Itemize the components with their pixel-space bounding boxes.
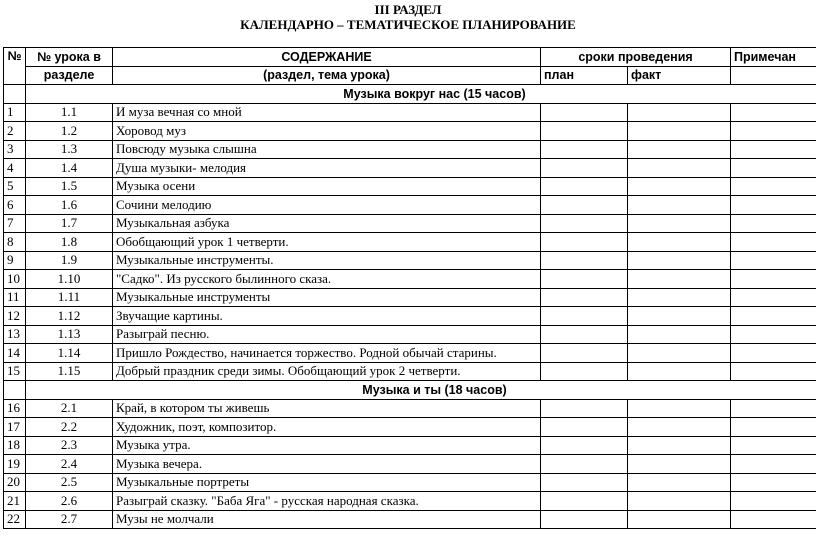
table-row <box>4 214 816 233</box>
lesson-number: 1.6 <box>26 196 113 215</box>
lesson-topic: Музыкальная азбука <box>113 214 541 233</box>
lesson-topic: И муза вечная со мной <box>113 103 541 122</box>
lesson-topic: Музыкальные инструменты. <box>113 251 541 270</box>
section-row <box>4 381 816 400</box>
plan-date-cell <box>541 159 628 178</box>
table-header-row <box>4 48 816 67</box>
fact-date-cell <box>628 307 731 326</box>
plan-date-cell <box>541 492 628 511</box>
fact-date-cell <box>628 251 731 270</box>
section-title: Музыка вокруг нас (15 часов) <box>26 85 816 104</box>
row-number: 9 <box>4 251 26 270</box>
table-subheader-row <box>4 66 816 85</box>
fact-date-cell <box>628 177 731 196</box>
table-row <box>4 177 816 196</box>
fact-date-cell <box>628 418 731 437</box>
fact-date-cell <box>628 492 731 511</box>
planning-table <box>3 47 816 529</box>
lesson-topic: Музыка вечера. <box>113 455 541 474</box>
lesson-number: 1.11 <box>26 288 113 307</box>
notes-cell <box>731 122 816 141</box>
plan-date-cell <box>541 344 628 363</box>
lesson-number: 1.10 <box>26 270 113 289</box>
row-number: 8 <box>4 233 26 252</box>
table-row <box>4 196 816 215</box>
header-fact: факт <box>628 66 731 85</box>
page-title: КАЛЕНДАРНО – ТЕМАТИЧЕСКОЕ ПЛАНИРОВАНИЕ <box>240 17 576 32</box>
fact-date-cell <box>628 122 731 141</box>
row-number: 7 <box>4 214 26 233</box>
plan-date-cell <box>541 233 628 252</box>
notes-cell <box>731 159 816 178</box>
row-number: 13 <box>4 325 26 344</box>
header-notes-empty <box>731 66 816 85</box>
lesson-topic: Сочини мелодию <box>113 196 541 215</box>
table-row <box>4 288 816 307</box>
fact-date-cell <box>628 362 731 381</box>
table-row <box>4 436 816 455</box>
lesson-topic: Хоровод муз <box>113 122 541 141</box>
table-row <box>4 455 816 474</box>
section-row-spacer <box>4 85 26 104</box>
plan-date-cell <box>541 251 628 270</box>
plan-date-cell <box>541 177 628 196</box>
lesson-number: 2.5 <box>26 473 113 492</box>
notes-cell <box>731 510 816 529</box>
notes-cell <box>731 492 816 511</box>
plan-date-cell <box>541 288 628 307</box>
table-row <box>4 140 816 159</box>
table-row <box>4 307 816 326</box>
row-number: 21 <box>4 492 26 511</box>
lesson-topic: "Садко". Из русского былинного сказа. <box>113 270 541 289</box>
plan-date-cell <box>541 103 628 122</box>
lesson-number: 1.14 <box>26 344 113 363</box>
header-plan: план <box>541 66 628 85</box>
row-number: 10 <box>4 270 26 289</box>
notes-cell <box>731 455 816 474</box>
row-number: 19 <box>4 455 26 474</box>
lesson-number: 1.4 <box>26 159 113 178</box>
plan-date-cell <box>541 510 628 529</box>
plan-date-cell <box>541 140 628 159</box>
table-row <box>4 103 816 122</box>
section-row-spacer <box>4 381 26 400</box>
lesson-topic: Разыграй сказку. "Баба Яга" - русская народная сказка. <box>113 492 541 511</box>
lesson-topic: Пришло Рождество, начинается торжество. Родной обычай старины. <box>113 344 541 363</box>
lesson-topic: Музыка утра. <box>113 436 541 455</box>
lesson-number: 1.3 <box>26 140 113 159</box>
notes-cell <box>731 325 816 344</box>
fact-date-cell <box>628 510 731 529</box>
lesson-topic: Повсюду музыка слышна <box>113 140 541 159</box>
fact-date-cell <box>628 270 731 289</box>
row-number: 22 <box>4 510 26 529</box>
fact-date-cell <box>628 473 731 492</box>
header-lesson-line2: разделе <box>26 66 113 85</box>
lesson-number: 1.2 <box>26 122 113 141</box>
lesson-number: 1.8 <box>26 233 113 252</box>
lesson-number: 1.1 <box>26 103 113 122</box>
lesson-number: 2.4 <box>26 455 113 474</box>
table-body <box>4 85 816 529</box>
table-row <box>4 159 816 178</box>
header-number: № <box>4 48 26 85</box>
fact-date-cell <box>628 233 731 252</box>
fact-date-cell <box>628 399 731 418</box>
notes-cell <box>731 140 816 159</box>
section-heading: III РАЗДЕЛ <box>374 2 442 17</box>
header-content-line1: СОДЕРЖАНИЕ <box>113 48 541 67</box>
table-row <box>4 510 816 529</box>
row-number: 3 <box>4 140 26 159</box>
notes-cell <box>731 103 816 122</box>
plan-date-cell <box>541 325 628 344</box>
row-number: 18 <box>4 436 26 455</box>
row-number: 15 <box>4 362 26 381</box>
notes-cell <box>731 473 816 492</box>
fact-date-cell <box>628 436 731 455</box>
lesson-topic: Разыграй песню. <box>113 325 541 344</box>
section-title: Музыка и ты (18 часов) <box>26 381 816 400</box>
plan-date-cell <box>541 270 628 289</box>
notes-cell <box>731 344 816 363</box>
lesson-topic: Душа музыки- мелодия <box>113 159 541 178</box>
notes-cell <box>731 196 816 215</box>
fact-date-cell <box>628 455 731 474</box>
plan-date-cell <box>541 399 628 418</box>
table-row <box>4 473 816 492</box>
lesson-number: 1.12 <box>26 307 113 326</box>
table-row <box>4 325 816 344</box>
lesson-number: 1.9 <box>26 251 113 270</box>
plan-date-cell <box>541 307 628 326</box>
row-number: 16 <box>4 399 26 418</box>
notes-cell <box>731 418 816 437</box>
table-row <box>4 122 816 141</box>
table-row <box>4 233 816 252</box>
fact-date-cell <box>628 325 731 344</box>
header-dates: сроки проведения <box>541 48 731 67</box>
lesson-topic: Край, в котором ты живешь <box>113 399 541 418</box>
notes-cell <box>731 436 816 455</box>
lesson-number: 2.1 <box>26 399 113 418</box>
header-content-line2: (раздел, тема урока) <box>113 66 541 85</box>
lesson-topic: Звучащие картины. <box>113 307 541 326</box>
row-number: 12 <box>4 307 26 326</box>
lesson-number: 2.7 <box>26 510 113 529</box>
plan-date-cell <box>541 473 628 492</box>
row-number: 2 <box>4 122 26 141</box>
fact-date-cell <box>628 214 731 233</box>
notes-cell <box>731 233 816 252</box>
row-number: 5 <box>4 177 26 196</box>
lesson-topic: Обобщающий урок 1 четверти. <box>113 233 541 252</box>
fact-date-cell <box>628 103 731 122</box>
row-number: 11 <box>4 288 26 307</box>
lesson-number: 1.5 <box>26 177 113 196</box>
table-row <box>4 270 816 289</box>
fact-date-cell <box>628 196 731 215</box>
header-lesson-line1: № урока в <box>26 48 113 67</box>
lesson-number: 2.6 <box>26 492 113 511</box>
lesson-topic: Добрый праздник среди зимы. Обобщающий урок 2 четверти. <box>113 362 541 381</box>
table-row <box>4 362 816 381</box>
table-row <box>4 399 816 418</box>
lesson-topic: Музы не молчали <box>113 510 541 529</box>
lesson-number: 1.7 <box>26 214 113 233</box>
plan-date-cell <box>541 418 628 437</box>
lesson-number: 2.2 <box>26 418 113 437</box>
lesson-topic: Музыкальные портреты <box>113 473 541 492</box>
lesson-number: 1.13 <box>26 325 113 344</box>
plan-date-cell <box>541 455 628 474</box>
lesson-number: 1.15 <box>26 362 113 381</box>
fact-date-cell <box>628 140 731 159</box>
section-row <box>4 85 816 104</box>
row-number: 4 <box>4 159 26 178</box>
lesson-topic: Музыка осени <box>113 177 541 196</box>
lesson-topic: Музыкальные инструменты <box>113 288 541 307</box>
notes-cell <box>731 177 816 196</box>
plan-date-cell <box>541 122 628 141</box>
notes-cell <box>731 307 816 326</box>
plan-date-cell <box>541 362 628 381</box>
row-number: 14 <box>4 344 26 363</box>
notes-cell <box>731 251 816 270</box>
lesson-number: 2.3 <box>26 436 113 455</box>
notes-cell <box>731 288 816 307</box>
notes-cell <box>731 399 816 418</box>
notes-cell <box>731 362 816 381</box>
row-number: 20 <box>4 473 26 492</box>
header-notes: Примечан <box>731 48 816 67</box>
plan-date-cell <box>541 196 628 215</box>
row-number: 1 <box>4 103 26 122</box>
table-row <box>4 251 816 270</box>
table-row <box>4 492 816 511</box>
notes-cell <box>731 270 816 289</box>
fact-date-cell <box>628 159 731 178</box>
row-number: 17 <box>4 418 26 437</box>
fact-date-cell <box>628 288 731 307</box>
plan-date-cell <box>541 214 628 233</box>
notes-cell <box>731 214 816 233</box>
row-number: 6 <box>4 196 26 215</box>
table-row <box>4 344 816 363</box>
lesson-topic: Художник, поэт, композитор. <box>113 418 541 437</box>
plan-date-cell <box>541 436 628 455</box>
table-row <box>4 418 816 437</box>
fact-date-cell <box>628 344 731 363</box>
